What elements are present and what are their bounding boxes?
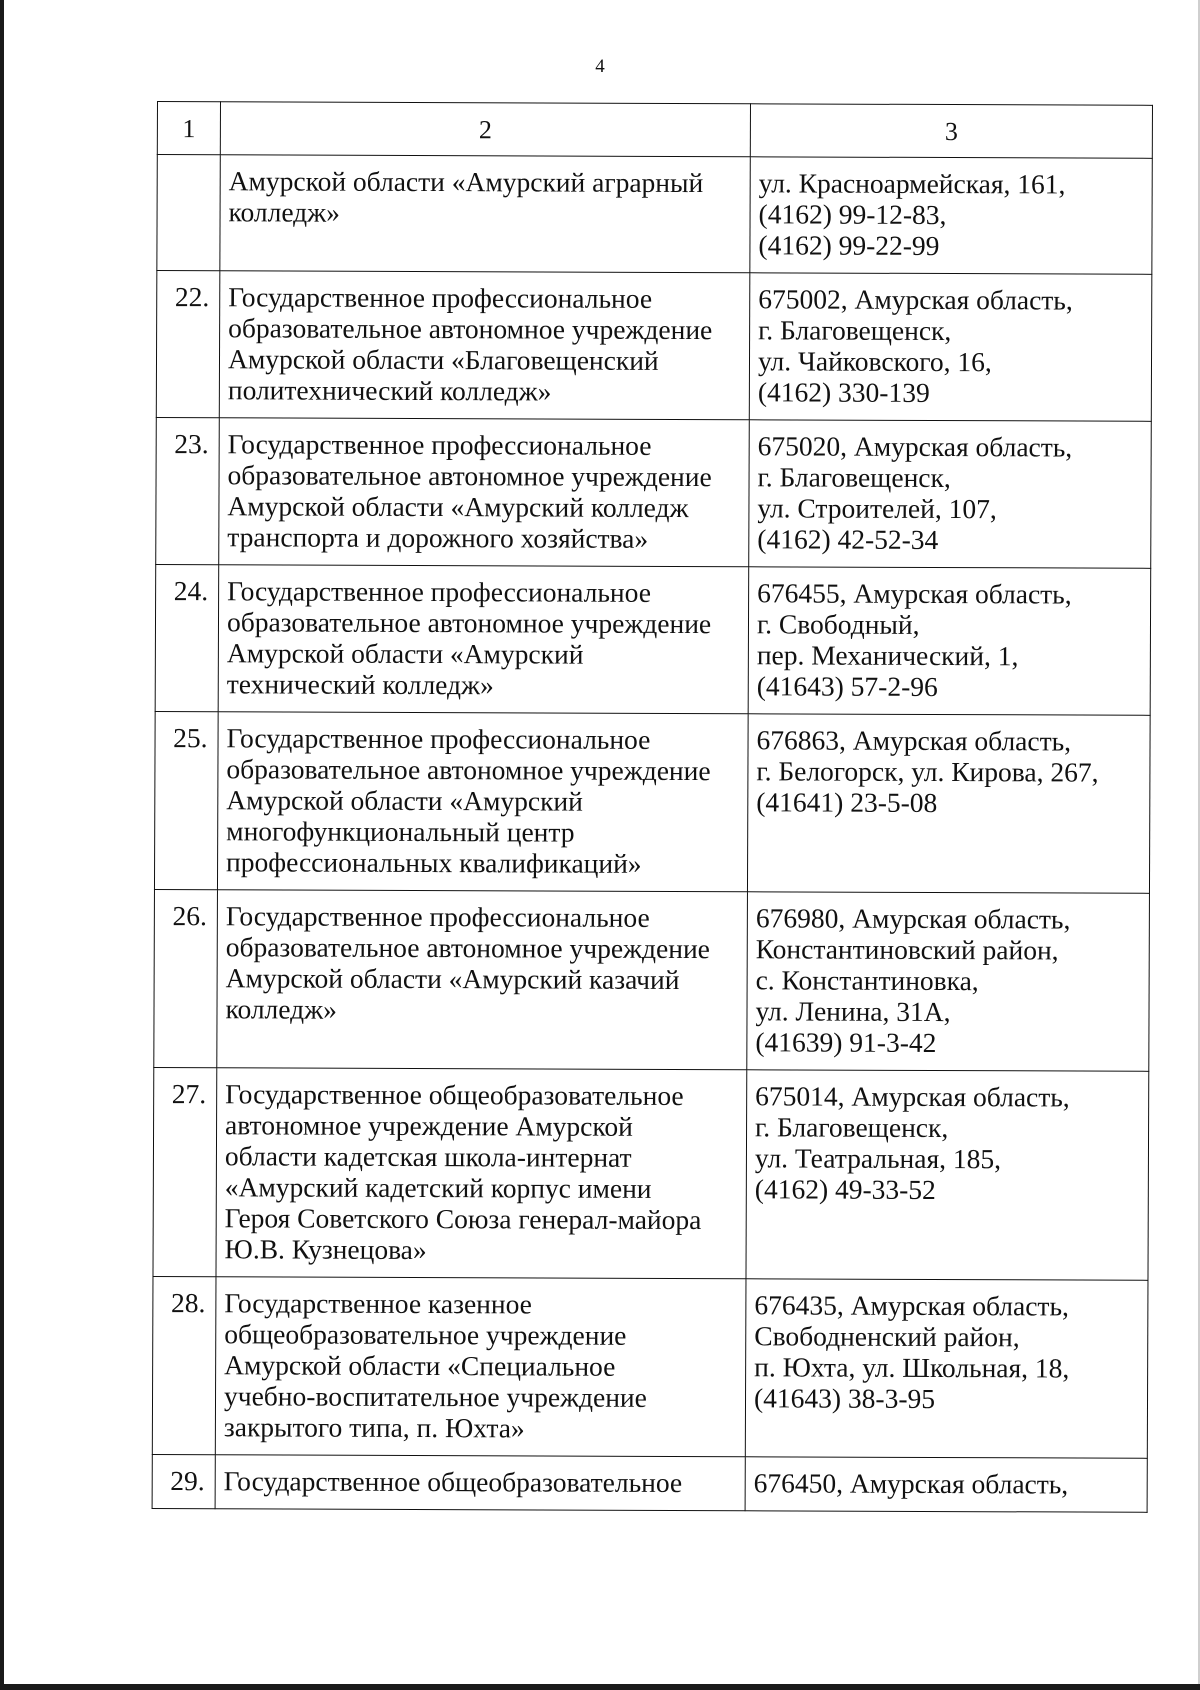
table-row (154, 711, 1150, 893)
institution-name: Государственное профессиональное образовательное автономное учреждение Амурской области «Благовещенский политехнический колледж» (219, 271, 750, 420)
institution-name: Государственное общеобразовательное автономное учреждение Амурской области кадетская школа-интернат «Амурский кадетский корпус имени Героя Советского Союза генерал-майора Ю.В. Кузнецова» (216, 1068, 747, 1279)
table-row (156, 271, 1152, 422)
table-row (152, 1454, 1147, 1512)
row-number: 22. (156, 271, 220, 418)
page-number: 4 (595, 56, 605, 77)
row-number (157, 155, 220, 271)
institution-address: 676455, Амурская область, г. Свободный, пер. Механический, 1, (41643) 57-2-96 (748, 567, 1151, 716)
table-row (157, 155, 1152, 275)
row-number: 27. (153, 1067, 217, 1276)
row-number: 25. (154, 711, 218, 889)
institution-name: Государственное профессиональное образовательное автономное учреждение Амурской области «Амурский колледж транспорта и дорожного хозяйства» (219, 418, 750, 567)
institution-name: Амурской области «Амурский аграрный колледж» (220, 155, 750, 273)
institution-name: Государственное профессиональное образовательное автономное учреждение Амурской области «Амурский казачий колледж» (217, 890, 748, 1070)
row-number: 28. (152, 1276, 216, 1454)
scan-edge-left (0, 0, 4, 1690)
institution-name: Государственное профессиональное образовательное автономное учреждение Амурской области «Амурский технический колледж» (218, 565, 749, 714)
row-number: 26. (154, 889, 218, 1067)
institution-address: 676863, Амурская область, г. Белогорск, ул. Кирова, 267, (41641) 23-5-08 (747, 714, 1150, 894)
row-number: 23. (156, 417, 220, 564)
institution-address: 675014, Амурская область, г. Благовещенск, ул. Театральная, 185, (4162) 49-33-52 (746, 1070, 1149, 1281)
institution-name: Государственное казенное общеобразовательное учреждение Амурской области «Специальное учебно-воспитательное учреждение закрытого типа, п. Юхта» (215, 1277, 746, 1457)
institution-address: 675020, Амурская область, г. Благовещенск, ул. Строителей, 107, (4162) 42-52-34 (749, 420, 1152, 569)
institutions-table (152, 101, 1153, 1513)
row-number: 29. (152, 1454, 215, 1508)
table-row (154, 889, 1150, 1071)
table-row (155, 564, 1151, 715)
scan-edge-bottom (0, 1684, 1200, 1690)
table-row (156, 417, 1152, 568)
institution-name: Государственное общеобразовательное (215, 1455, 745, 1511)
institution-address: 676980, Амурская область, Константиновский район, с. Константиновка, ул. Ленина, 31А, (41639) 91-3-42 (747, 892, 1150, 1072)
row-number: 24. (155, 564, 219, 711)
column-header-name: 2 (220, 102, 750, 157)
column-header-number: 1 (157, 102, 220, 155)
institution-address: 675002, Амурская область, г. Благовещенск, ул. Чайковского, 16, (4162) 330-139 (749, 273, 1152, 422)
table-row (153, 1067, 1149, 1280)
institution-address: 676450, Амурская область, (745, 1457, 1147, 1513)
institution-address: 676435, Амурская область, Свободненский район, п. Юхта, ул. Школьная, 18, (41643) 38-3-95 (745, 1279, 1148, 1459)
institution-name: Государственное профессиональное образовательное автономное учреждение Амурской области «Амурский многофункциональный центр профессиональных квалификаций» (217, 712, 748, 892)
table-row (152, 1276, 1148, 1458)
institution-address: ул. Красноармейская, 161, (4162) 99-12-83, (4162) 99-22-99 (750, 157, 1152, 275)
column-header-address: 3 (750, 104, 1152, 159)
table-header-row (157, 102, 1152, 159)
